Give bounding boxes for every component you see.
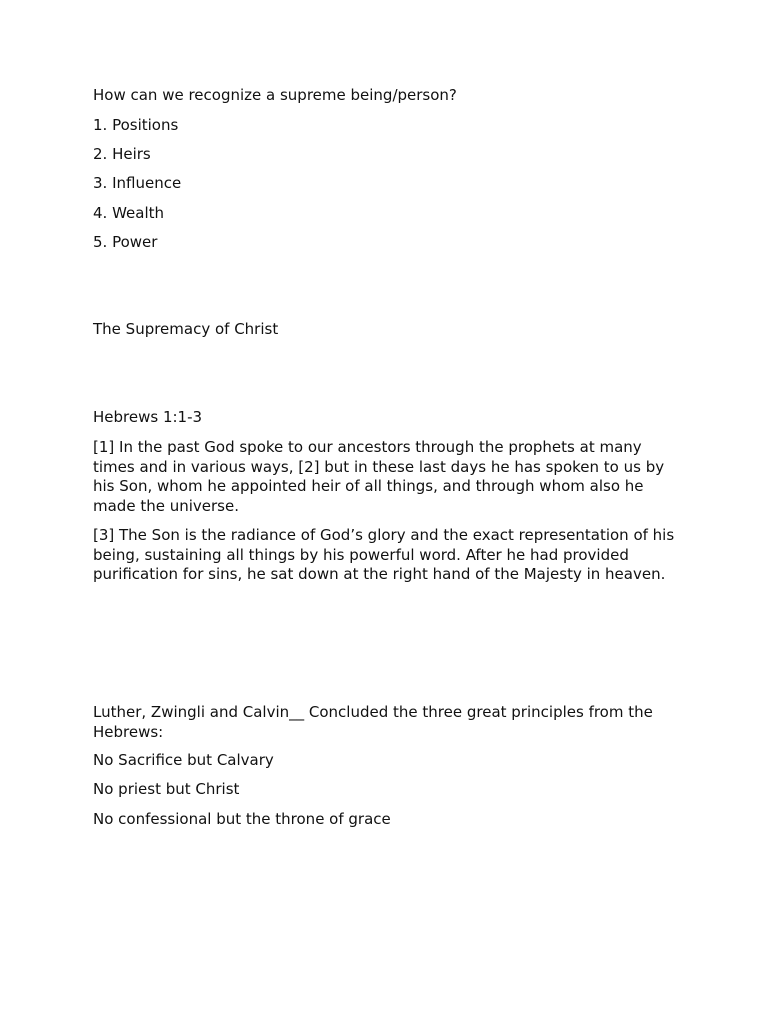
intro-question: How can we recognize a supreme being/person?	[93, 86, 457, 104]
reformers-statement: Luther, Zwingli and Calvin__ Concluded the three great principles from the Hebrews:	[93, 703, 653, 741]
scripture-verse-1-2: [1] In the past God spoke to our ancestors through the prophets at many times and in various ways, [2] but in these last days he has spoken to us by his Son, whom he appointed heir of all things, and through whom also he made the universe.	[93, 438, 665, 515]
list-item: 1. Positions	[93, 116, 179, 134]
list-item: 4. Wealth	[93, 204, 165, 222]
list-item: 3. Influence	[93, 174, 182, 192]
principle-item: No Sacrifice but Calvary	[93, 751, 274, 769]
principle-item: No priest but Christ	[93, 780, 240, 798]
list-item: 5. Power	[93, 233, 158, 251]
principle-item: No confessional but the throne of grace	[93, 810, 391, 828]
scripture-verse-3: [3] The Son is the radiance of God’s glory and the exact representation of his being, sustaining all things by his powerful word. After he had provided purification for sins, he sat down at the right hand of the Majesty in heaven.	[93, 526, 675, 584]
list-item: 2. Heirs	[93, 145, 151, 163]
scripture-reference: Hebrews 1:1-3	[93, 408, 203, 426]
section-heading: The Supremacy of Christ	[93, 320, 279, 338]
